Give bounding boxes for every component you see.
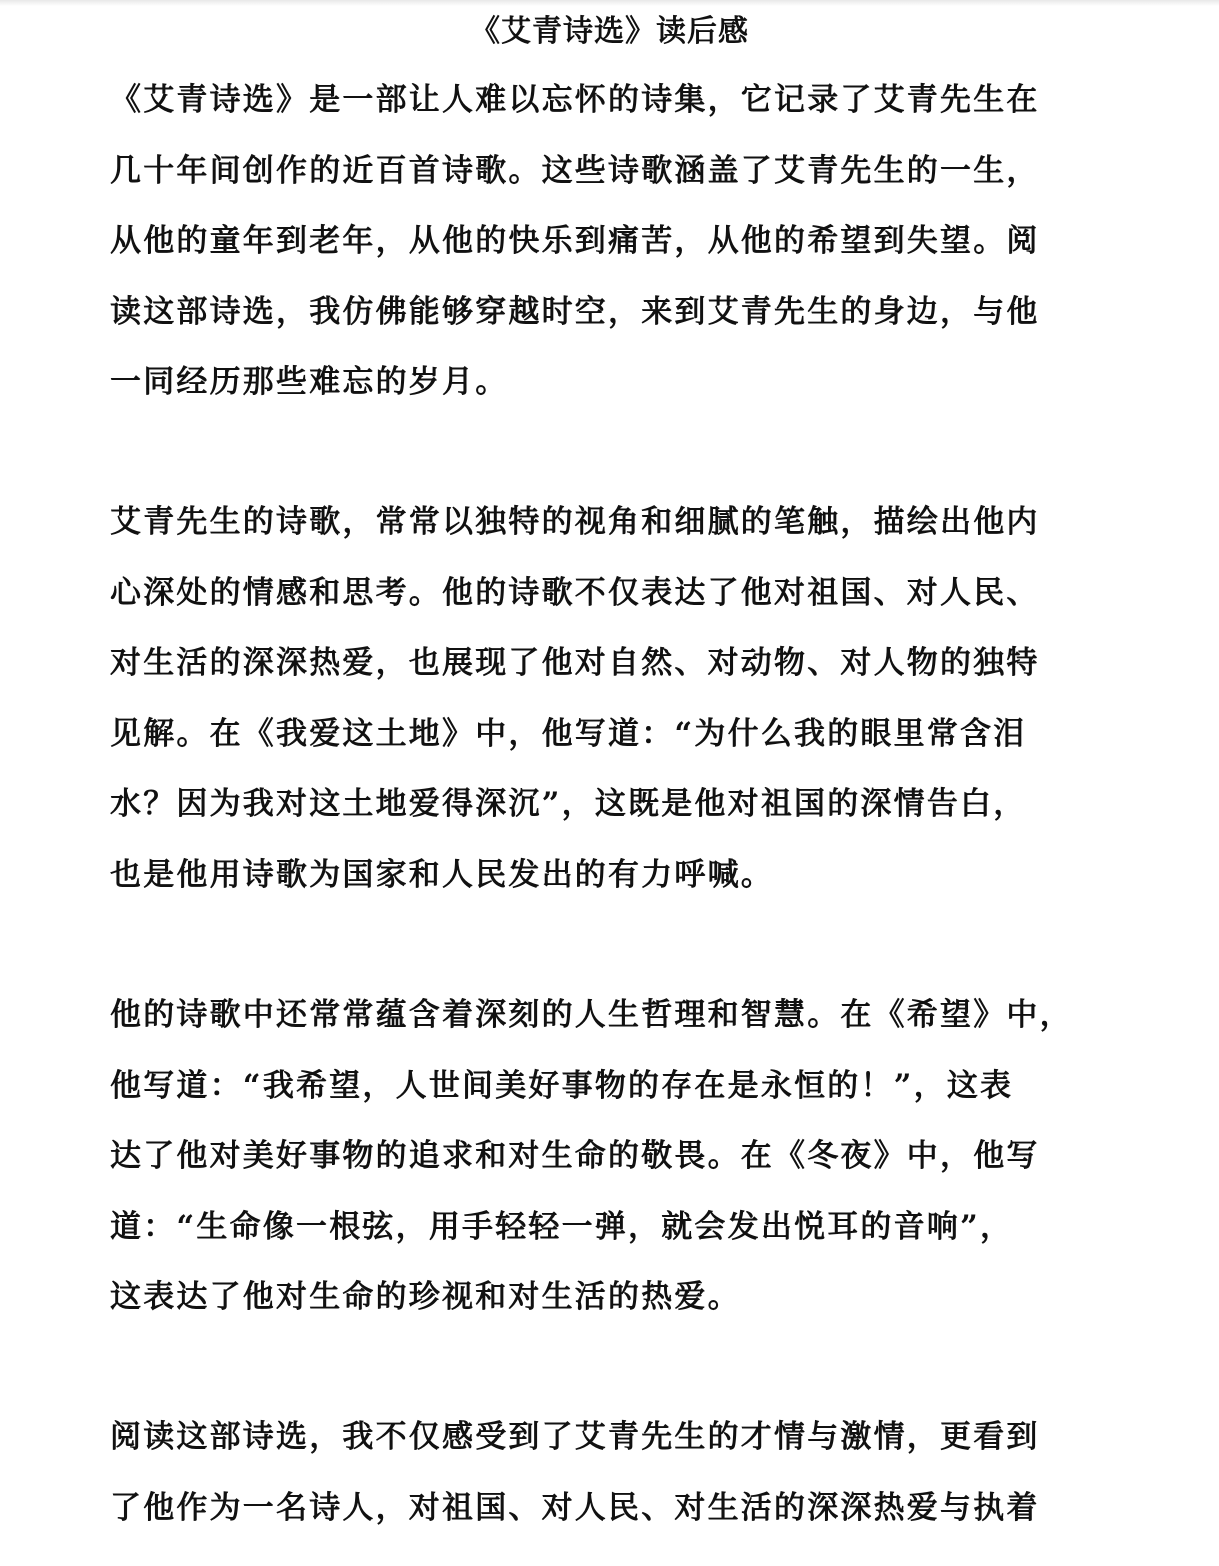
page-top-edge (0, 0, 1219, 6)
text-line: 见解。在《我爱这土地》中，他写道：“为什么我的眼里常含泪 (110, 715, 1027, 752)
text-line: 他写道：“我希望，人世间美好事物的存在是永恒的！”，这表 (110, 1067, 1014, 1104)
paragraph-1 (110, 65, 1070, 418)
text-line: 也是他用诗歌为国家和人民发出的有力呼喊。 (110, 856, 774, 893)
text-line: 这表达了他对生命的珍视和对生活的热爱。 (110, 1279, 741, 1315)
text-line: 对生活的深深热爱，也展现了他对自然、对动物、对人物的独特 (110, 645, 1040, 681)
text-line: 阅读这部诗选，我不仅感受到了艾青先生的才情与激情，更看到 (110, 1419, 1040, 1455)
text-line: 几十年间创作的近百首诗歌。这些诗歌涵盖了艾青先生的一生， (110, 152, 1040, 189)
text-line: 达了他对美好事物的追求和对生命的敬畏。在《冬夜》中，他写 (110, 1138, 1040, 1174)
paragraph-4 (110, 1402, 1070, 1543)
text-line: 读这部诗选，我仿佛能够穿越时空，来到艾青先生的身边，与他 (110, 293, 1040, 330)
text-line: 《艾青诗选》是一部让人难以忘怀的诗集，它记录了艾青先生在 (110, 82, 1040, 118)
paragraph-3 (110, 980, 1073, 1333)
text-line: 道：“生命像一根弦，用手轻轻一弹，就会发出悦耳的音响”， (110, 1208, 1014, 1245)
text-line: 艾青先生的诗歌，常常以独特的视角和细腻的笔触，描绘出他内 (110, 504, 1040, 540)
text-line: 水？因为我对这土地爱得深沉”，这既是他对祖国的深情告白， (110, 786, 1027, 822)
text-line: 了他作为一名诗人，对祖国、对人民、对生活的深深热爱与执着 (110, 1489, 1040, 1526)
paragraph-2 (110, 487, 1070, 910)
text-line: 他的诗歌中还常常蕴含着深刻的人生哲理和智慧。在《希望》中， (110, 997, 1073, 1033)
text-line: 从他的童年到老年，从他的快乐到痛苦，从他的希望到失望。阅 (110, 223, 1040, 259)
text-line: 心深处的情感和思考。他的诗歌不仅表达了他对祖国、对人民、 (110, 574, 1040, 611)
text-line: 一同经历那些难忘的岁月。 (110, 364, 509, 400)
document-title: 《艾青诗选》读后感 (470, 14, 749, 49)
